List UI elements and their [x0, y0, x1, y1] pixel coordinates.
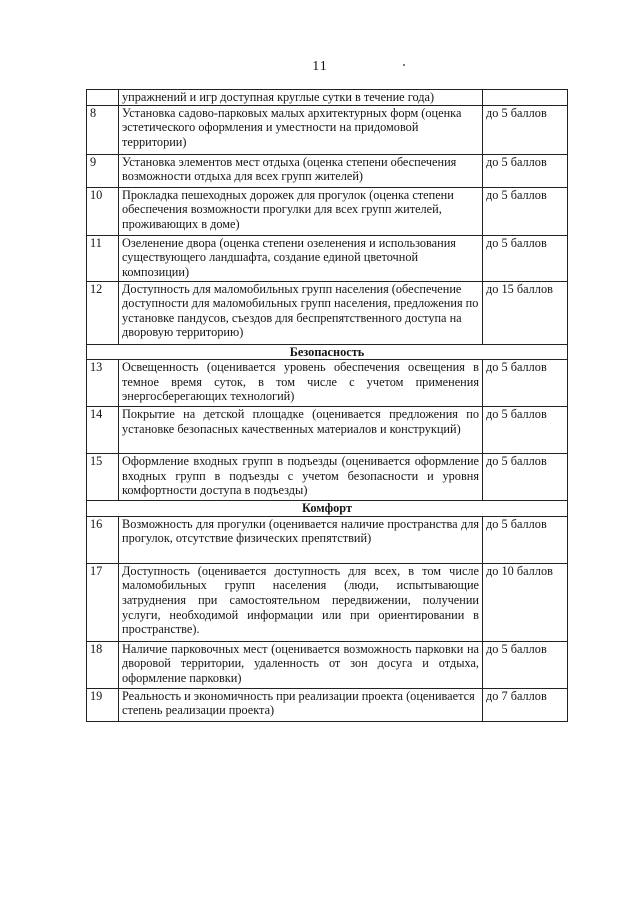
row-number: 19 — [87, 688, 119, 721]
row-score: до 5 баллов — [483, 360, 568, 407]
table-row — [87, 563, 568, 641]
table-row — [87, 90, 568, 106]
row-description: Возможность для прогулки (оценивается наличие пространства для прогулок, отсутствие физических препятствий) — [119, 516, 483, 563]
row-number: 18 — [87, 641, 119, 688]
row-description: Наличие парковочных мест (оценивается возможность парковки на дворовой территории, удаленность от зон досуга и отдыха, оформление парковки) — [119, 641, 483, 688]
row-number: 12 — [87, 281, 119, 344]
section-title: Комфорт — [87, 501, 568, 517]
row-description: Оформление входных групп в подъезды (оценивается оформление входных групп в подъезды с учетом безопасности и уровня комфортности доступа в подъезды) — [119, 454, 483, 501]
section-header-comfort — [87, 501, 568, 517]
table-row — [87, 688, 568, 721]
row-score: до 10 баллов — [483, 563, 568, 641]
scan-speck — [403, 64, 405, 66]
table-row — [87, 187, 568, 235]
row-description: упражнений и игр доступная круглые сутки в течение года) — [119, 90, 483, 106]
table-row — [87, 154, 568, 187]
row-score: до 5 баллов — [483, 407, 568, 454]
row-description: Озеленение двора (оценка степени озеленения и использования существующего ландшафта, создание единой цветочной композиции) — [119, 235, 483, 281]
section-title: Безопасность — [87, 344, 568, 360]
table-row — [87, 105, 568, 154]
row-score: до 5 баллов — [483, 516, 568, 563]
row-score: до 5 баллов — [483, 187, 568, 235]
row-number: 11 — [87, 235, 119, 281]
row-score: до 5 баллов — [483, 454, 568, 501]
table-row — [87, 516, 568, 563]
row-number: 14 — [87, 407, 119, 454]
row-score: до 15 баллов — [483, 281, 568, 344]
row-score: до 5 баллов — [483, 235, 568, 281]
row-description: Покрытие на детской площадке (оценивается предложения по установке безопасных качественных материалов и конструкций) — [119, 407, 483, 454]
table-row — [87, 360, 568, 407]
row-number: 16 — [87, 516, 119, 563]
row-score: до 5 баллов — [483, 641, 568, 688]
table-row — [87, 454, 568, 501]
row-description: Прокладка пешеходных дорожек для прогулок (оценка степени обеспечения возможности прогулки для всех групп жителей, проживающих в доме) — [119, 187, 483, 235]
row-score: до 7 баллов — [483, 688, 568, 721]
table-row — [87, 641, 568, 688]
row-number — [87, 90, 119, 106]
row-number: 8 — [87, 105, 119, 154]
row-description: Доступность (оценивается доступность для всех, в том числе маломобильных групп населения (люди, испытывающие затруднения при самостоятельном передвижении, получении услуги, необходимой информации или при ориентировании в пространстве). — [119, 563, 483, 641]
table-row — [87, 235, 568, 281]
row-description: Реальность и экономичность при реализации проекта (оценивается степень реализации проекта) — [119, 688, 483, 721]
row-score: до 5 баллов — [483, 154, 568, 187]
row-number: 17 — [87, 563, 119, 641]
row-number: 15 — [87, 454, 119, 501]
table-row — [87, 281, 568, 344]
row-number: 9 — [87, 154, 119, 187]
row-description: Освещенность (оценивается уровень обеспечения освещения в темное время суток, в том числе с учетом применения энергосберегающих технологий) — [119, 360, 483, 407]
row-description: Установка элементов мест отдыха (оценка степени обеспечения возможности отдыха для всех групп жителей) — [119, 154, 483, 187]
row-description: Установка садово-парковых малых архитектурных форм (оценка эстетического оформления и уместности на придомовой территории) — [119, 105, 483, 154]
section-header-safety — [87, 344, 568, 360]
row-description: Доступность для маломобильных групп населения (обеспечение доступности для маломобильных групп населения, предложения по установке пандусов, съездов для беспрепятственного доступа на дворовую территорию) — [119, 281, 483, 344]
criteria-table — [86, 89, 568, 722]
row-score: до 5 баллов — [483, 105, 568, 154]
page-number: 11 — [312, 59, 328, 74]
table-row — [87, 407, 568, 454]
row-number: 10 — [87, 187, 119, 235]
row-number: 13 — [87, 360, 119, 407]
row-score — [483, 90, 568, 106]
